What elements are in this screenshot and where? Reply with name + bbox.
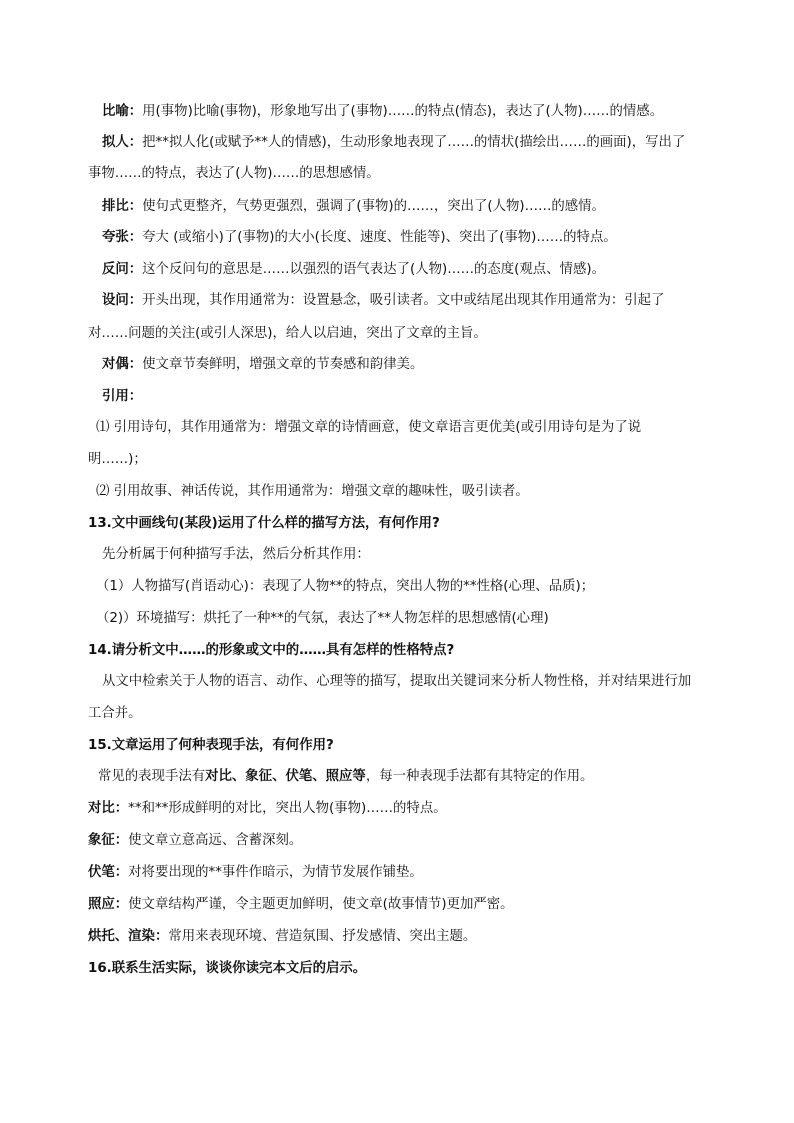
question-heading-14 <box>0 642 794 660</box>
term-text: 用(事物)比喻(事物)，形象地写出了(事物)……的特点(情态)，表达了(人物)……的情感。 <box>142 104 664 119</box>
text-line-q14-1 <box>0 673 794 691</box>
text-line-symbolism <box>0 832 794 850</box>
term-text: ⑵ 引用故事、神话传说，其作用通常为：增强文章的趣味性，吸引读者。 <box>96 484 529 499</box>
term-text: 常用来表现环境、营造氛围、抒发感情、突出主题。 <box>168 929 477 944</box>
text-line-quotation-1-cont <box>0 451 794 469</box>
term-label: 对比： <box>88 801 129 816</box>
term-text: 明……)； <box>88 452 147 467</box>
text-line-rhetorical-question <box>0 261 794 279</box>
term-text: 工合并。 <box>88 706 142 721</box>
text-line-q15-intro <box>0 768 794 786</box>
term-label: 比喻： <box>102 104 143 119</box>
term-label: 象征： <box>88 833 129 848</box>
text-line-foreshadowing <box>0 864 794 882</box>
text-line-q14-cont <box>0 705 794 723</box>
term-label: 反问： <box>102 262 143 277</box>
question-heading-13 <box>0 515 794 533</box>
term-label: 排比： <box>102 199 143 214</box>
text-line-parallelism <box>0 198 794 216</box>
term-tail: ，每一种表现手法都有其特定的作用。 <box>365 769 594 784</box>
term-text: 先分析属于何种描写手法，然后分析其作用： <box>102 547 370 562</box>
term-label: 夸张： <box>102 230 143 245</box>
term-text: 把**拟人化(或赋予**人的情感)，生动形象地表现了……的情状(描绘出……的画面)，写出了 <box>142 135 686 150</box>
text-line-personification <box>0 134 794 152</box>
heading-text: 14.请分析文中……的形象或文中的……具有怎样的性格特点? <box>88 643 455 658</box>
text-line-quotation <box>0 388 794 406</box>
heading-text: 16.联系生活实际，谈谈你读完本文后的启示。 <box>88 961 367 976</box>
text-line-q13-2 <box>0 610 794 628</box>
heading-text: 15.文章运用了何种表现手法，有何作用? <box>88 738 334 753</box>
text-line-q13-intro <box>0 546 794 564</box>
term-text: 使文章节奏鲜明，增强文章的节奏感和韵律美。 <box>142 357 424 372</box>
term-text: 常见的表现手法有 <box>98 769 206 784</box>
text-line-hyperbole <box>0 229 794 247</box>
term-text: **和**形成鲜明的对比，突出人物(事物)……的特点。 <box>128 801 447 816</box>
term-text: 对将要出现的**事件作暗示，为情节发展作铺垫。 <box>128 865 423 880</box>
text-line-quotation-1 <box>0 419 794 437</box>
question-heading-16 <box>0 960 794 978</box>
term-bold: 对比、象征、伏笔、照应等 <box>205 769 366 784</box>
text-line-hypophora <box>0 292 794 310</box>
term-text: （2)）环境描写：烘托了一种**的气氛，表达了**人物怎样的思想感情(心理) <box>96 611 549 626</box>
question-heading-15 <box>0 737 794 755</box>
term-label: 烘托、渲染： <box>88 929 169 944</box>
term-text: 开头出现，其作用通常为：设置悬念，吸引读者。文中或结尾出现其作用通常为：引起了 <box>142 293 665 308</box>
term-text: 使句式更整齐，气势更强烈，强调了(事物)的……，突出了(人物)……的感情。 <box>142 199 605 214</box>
term-text: 从文中检索关于人物的语言、动作、心理等的描写，提取出关键词来分析人物性格，并对结果进行加 <box>102 674 692 689</box>
term-text: 夸大 (或缩小)了(事物)的大小(长度、速度、性能等)、突出了(事物)……的特点。 <box>142 230 617 245</box>
text-line-personification-cont <box>0 165 794 183</box>
term-text: 使文章立意高远、含蓄深刻。 <box>128 833 303 848</box>
term-label: 对偶： <box>102 357 143 372</box>
term-label: 拟人： <box>102 135 143 150</box>
heading-text: 13.文中画线句(某段)运用了什么样的描写方法，有何作用? <box>88 516 440 531</box>
term-label: 照应： <box>88 897 129 912</box>
term-text: 对……问题的关注(或引人深思)，给人以启迪，突出了文章的主旨。 <box>88 326 487 341</box>
term-text: 这个反问句的意思是……以强烈的语气表达了(人物)……的态度(观点、情感)。 <box>142 262 605 277</box>
term-text: 使文章结构严谨，令主题更加鲜明，使文章(故事情节)更加严密。 <box>128 897 514 912</box>
term-text: ⑴ 引用诗句，其作用通常为：增强文章的诗情画意，使文章语言更优美(或引用诗句是为了说 <box>96 420 642 435</box>
text-line-setoff <box>0 928 794 946</box>
text-line-hypophora-cont <box>0 325 794 343</box>
text-line-metaphor <box>0 103 794 121</box>
term-label: 伏笔： <box>88 865 129 880</box>
term-label: 引用： <box>102 389 143 404</box>
text-line-antithesis <box>0 356 794 374</box>
text-line-q13-1 <box>0 578 794 596</box>
term-text: （1）人物描写(肖语动心)：表现了人物**的特点，突出人物的**性格(心理、品质)； <box>96 579 595 594</box>
text-line-echo <box>0 896 794 914</box>
text-line-contrast <box>0 800 794 818</box>
term-text: 事物……的特点，表达了(人物)……的思想感情。 <box>88 166 380 181</box>
term-label: 设问： <box>102 293 143 308</box>
text-line-quotation-2 <box>0 483 794 501</box>
